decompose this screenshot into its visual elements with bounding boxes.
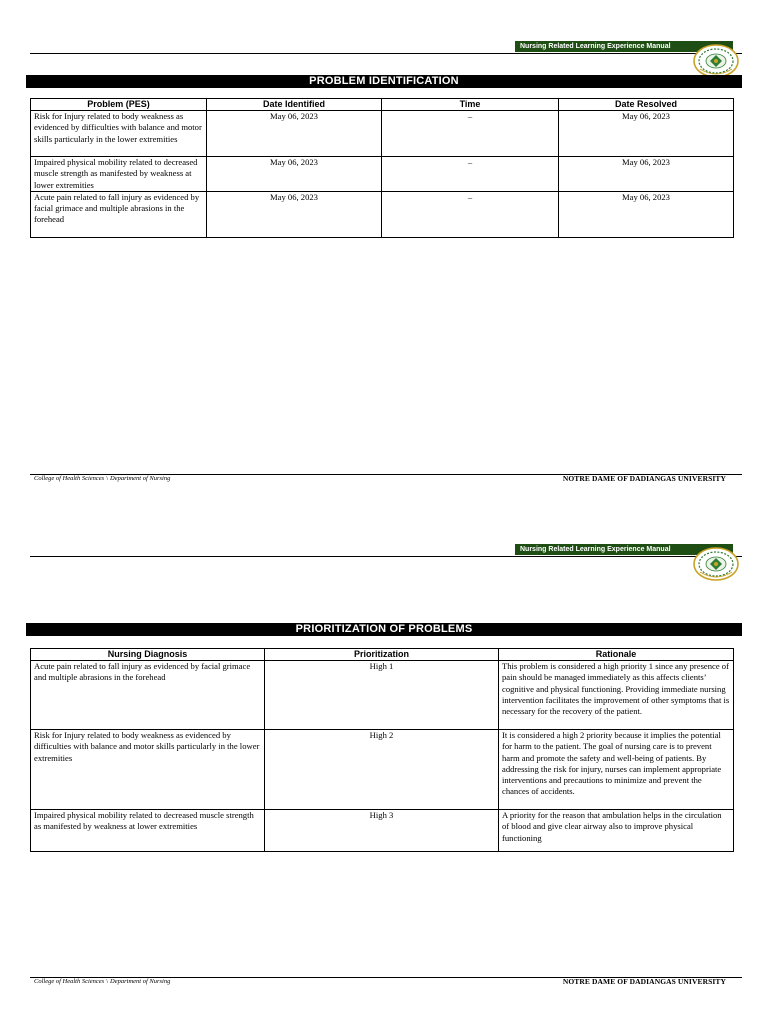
diagnosis-cell: Risk for Injury related to body weakness as evidenced by difficulties with balance and motor skills particularly in the lower extremities (31, 730, 265, 810)
rationale-cell: This problem is considered a high priority 1 since any presence of pain should be managed immediately as this affects clients’ cognitive and physical functioning. Providing immediate nursing intervention facilitates the improvement of other symptoms that is necessary for the recovery of the patient. (499, 661, 734, 730)
footer-department: Department of Nursing (110, 978, 171, 985)
footer-university: NOTRE DAME OF DADIANGAS UNIVERSITY (562, 977, 726, 986)
header-rule (30, 556, 742, 557)
problem-cell: Risk for Injury related to body weakness as evidenced by difficulties with balance and motor skills particularly in the lower extremities (31, 111, 207, 157)
column-header: Nursing Diagnosis (31, 649, 265, 661)
priority-cell: High 1 (265, 661, 499, 730)
table-row (31, 810, 734, 852)
table-row (31, 157, 734, 192)
column-header: Time (382, 99, 559, 111)
date-resolved-cell: May 06, 2023 (559, 191, 734, 237)
table-row (31, 730, 734, 810)
table-header-row (31, 99, 734, 111)
date-identified-cell: May 06, 2023 (207, 111, 382, 157)
prioritization-table (30, 648, 734, 852)
problem-cell: Acute pain related to fall injury as evidenced by facial grimace and multiple abrasions in the forehead (31, 191, 207, 237)
priority-cell: High 2 (265, 730, 499, 810)
footer-college-department (34, 475, 170, 482)
manual-tag: Nursing Related Learning Experience Manual (515, 544, 733, 555)
time-cell: – (382, 191, 559, 237)
column-header: Rationale (499, 649, 734, 661)
column-header: Date Identified (207, 99, 382, 111)
time-cell: – (382, 157, 559, 192)
time-cell: – (382, 111, 559, 157)
date-resolved-cell: May 06, 2023 (559, 111, 734, 157)
priority-cell: High 3 (265, 810, 499, 852)
date-resolved-cell: May 06, 2023 (559, 157, 734, 192)
footer-college-department (34, 978, 170, 985)
diagnosis-cell: Impaired physical mobility related to decreased muscle strength as manifested by weakness at lower extremities (31, 810, 265, 852)
university-seal-logo-icon (692, 43, 740, 79)
rationale-cell: It is considered a high 2 priority because it implies the potential for harm to the patient. The goal of nursing care is to prevent harm and promote the safety and well-being of patients. By addressing the risk for injury, nurses can implement appropriate interventions and precautions to minimize and prevent the chances of accidents. (499, 730, 734, 810)
table-row (31, 191, 734, 237)
table-row (31, 111, 734, 157)
footer-separator: \ (106, 978, 109, 985)
footer-college: College of Health Sciences (34, 475, 105, 482)
problem-identification-table (30, 98, 734, 238)
footer-separator: \ (106, 475, 109, 482)
column-header: Date Resolved (559, 99, 734, 111)
column-header: Prioritization (265, 649, 499, 661)
diagnosis-cell: Acute pain related to fall injury as evidenced by facial grimace and multiple abrasions in the forehead (31, 661, 265, 730)
section-title-problem-identification: PROBLEM IDENTIFICATION (26, 75, 742, 88)
footer-department: Department of Nursing (110, 475, 171, 482)
rationale-cell: A priority for the reason that ambulation helps in the circulation of blood and give clear airway also to improve physical functioning (499, 810, 734, 852)
date-identified-cell: May 06, 2023 (207, 157, 382, 192)
footer-college: College of Health Sciences (34, 978, 105, 985)
problem-cell: Impaired physical mobility related to decreased muscle strength as manifested by weakness at lower extremities (31, 157, 207, 192)
footer-university: NOTRE DAME OF DADIANGAS UNIVERSITY (562, 474, 726, 483)
manual-tag: Nursing Related Learning Experience Manual (515, 41, 733, 52)
column-header: Problem (PES) (31, 99, 207, 111)
table-header-row (31, 649, 734, 661)
university-seal-logo-icon (692, 546, 740, 582)
section-title-prioritization: PRIORITIZATION OF PROBLEMS (26, 623, 742, 636)
table-row (31, 661, 734, 730)
header-rule (30, 53, 742, 54)
date-identified-cell: May 06, 2023 (207, 191, 382, 237)
